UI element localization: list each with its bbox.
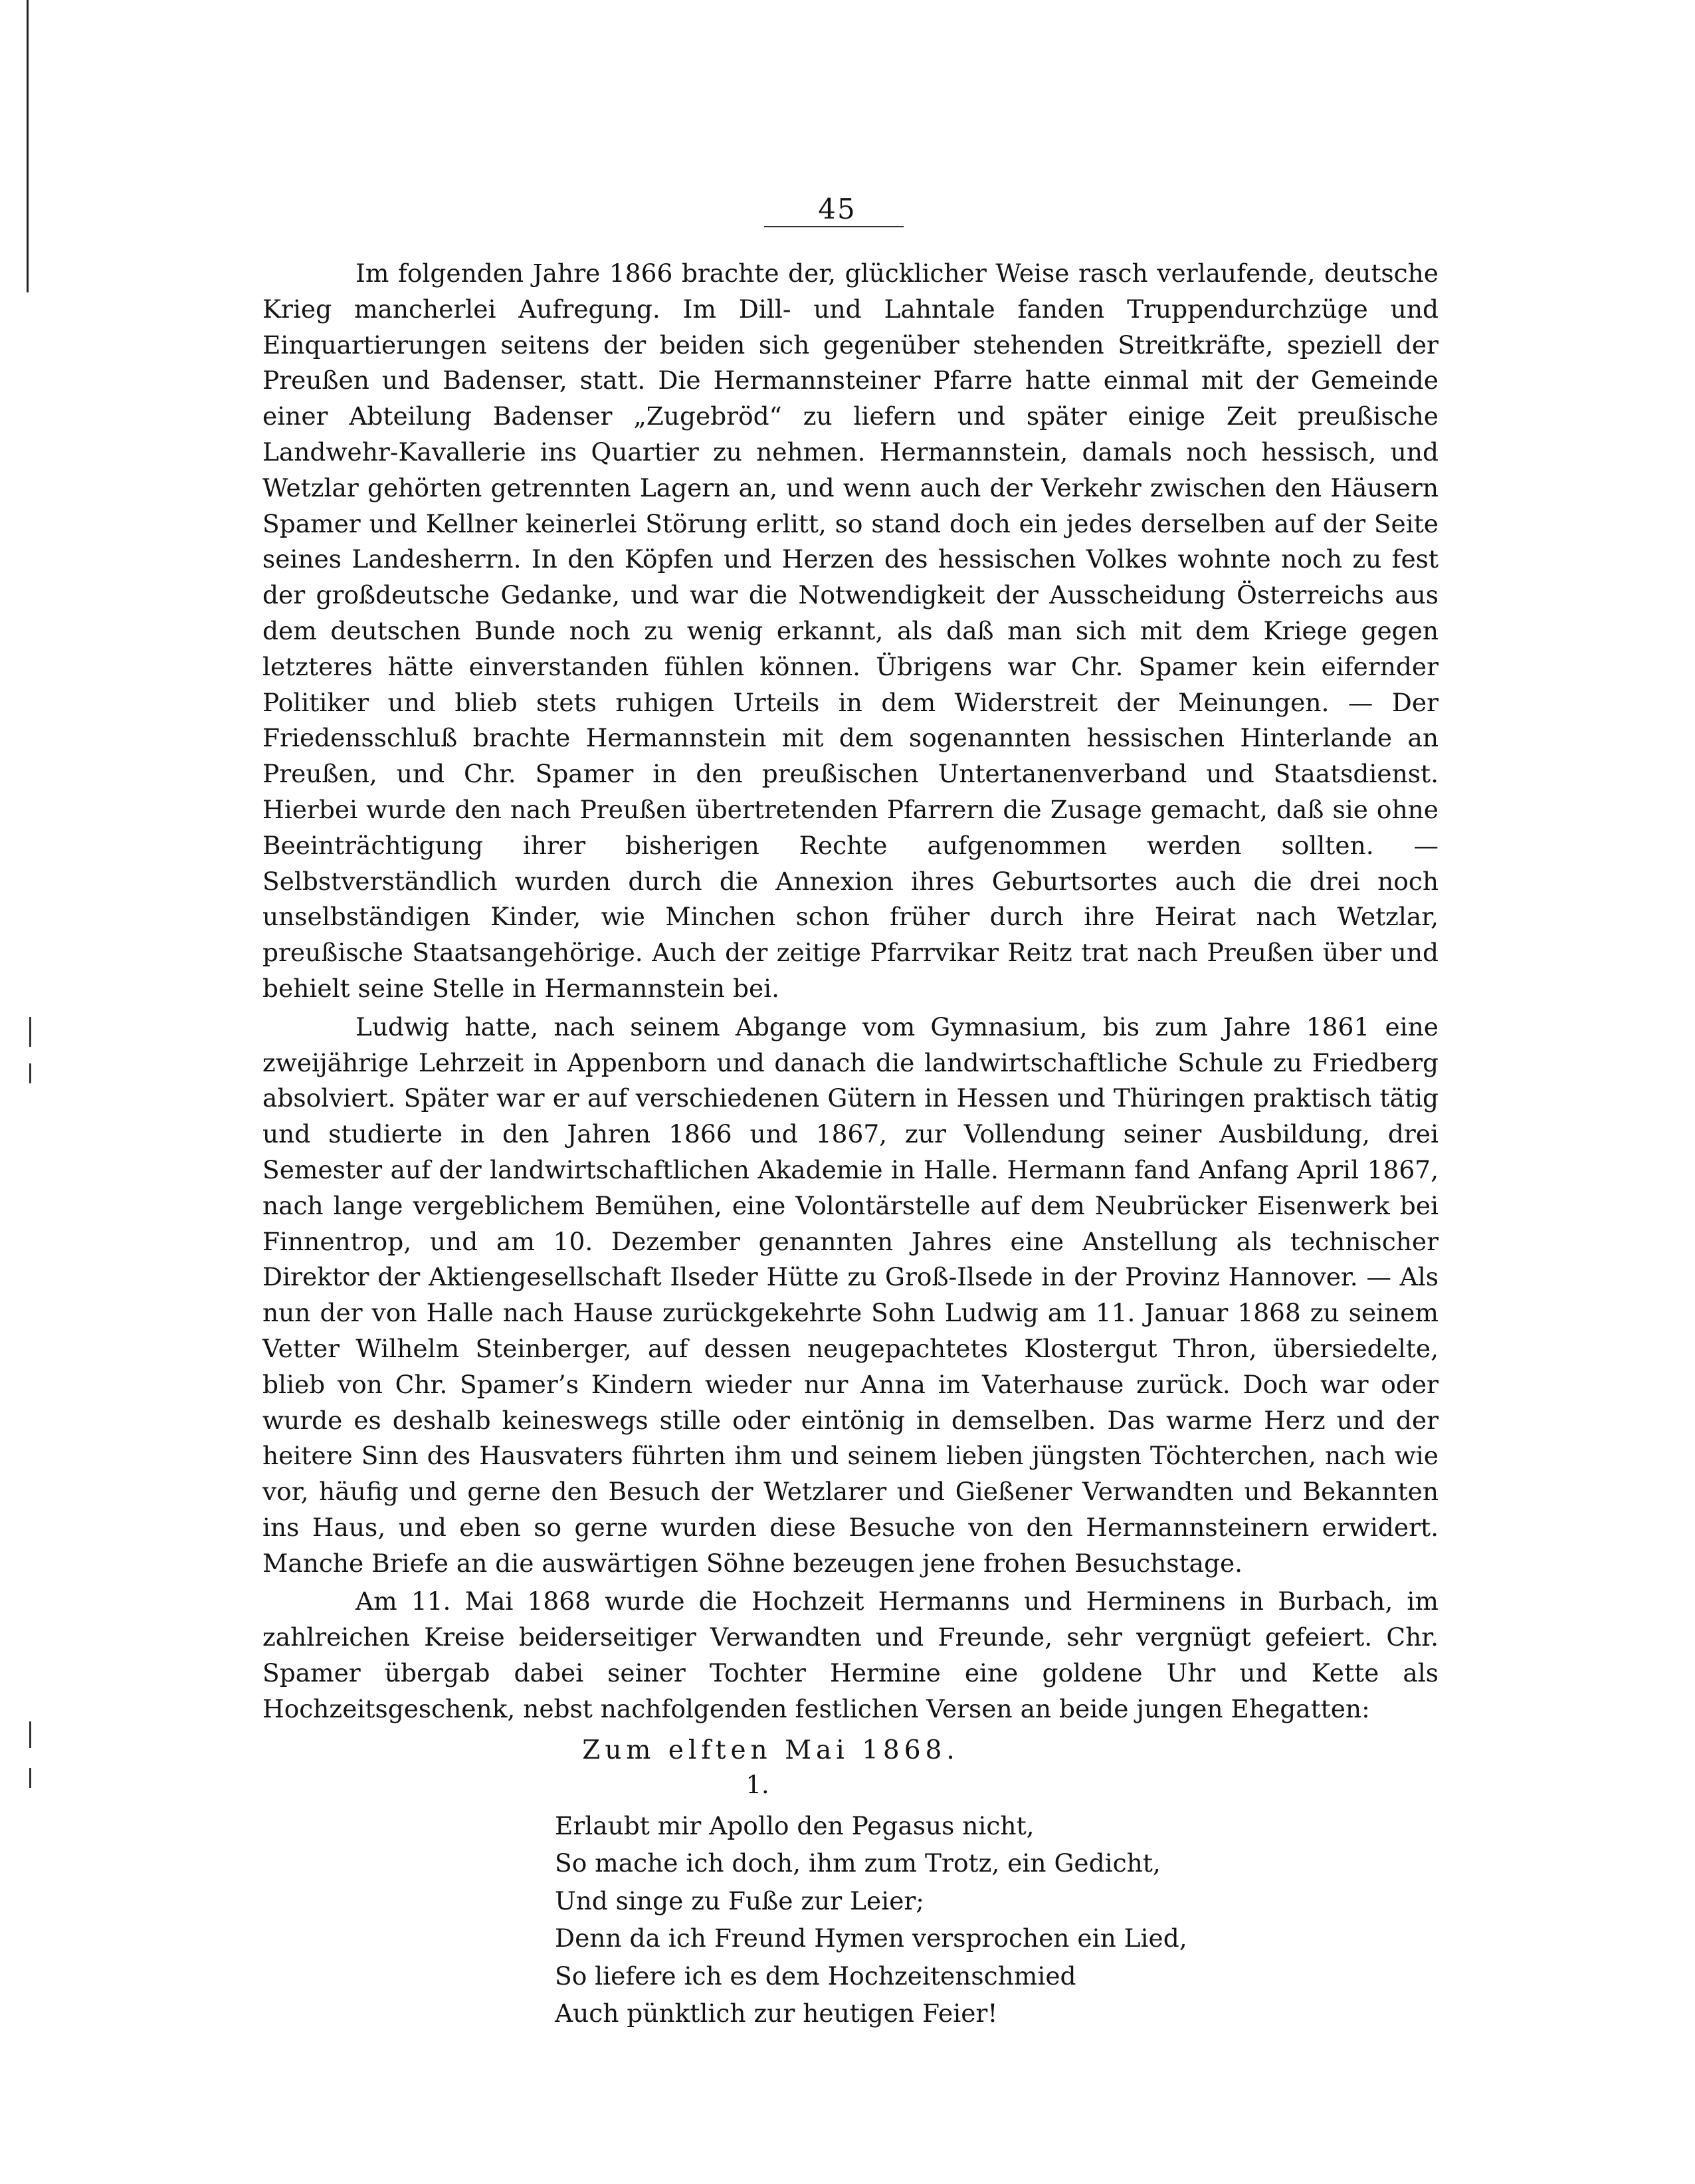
- page-number: 45: [818, 193, 856, 225]
- poem-line: Und singe zu Fuße zur Leier;: [555, 1886, 924, 1915]
- page-number-rule: [764, 226, 904, 227]
- poem-line: So mache ich doch, ihm zum Trotz, ein Gedicht,: [555, 1848, 1161, 1878]
- paragraph: Am 11. Mai 1868 wurde die Hochzeit Hermanns und Herminens in Burbach, im zahlreichen Kreise beiderseitiger Verwandten und Freunde, sehr vergnügt gefeiert. Chr. Spamer übergab dabei seiner Tochter Hermine eine goldene Uhr und Kette als Hochzeitsgeschenk, nebst nachfolgenden festlichen Versen an beide jungen Ehegatten:: [262, 1586, 1439, 1723]
- stanza-number: 1.: [746, 1770, 769, 1799]
- poem-line: So liefere ich es dem Hochzeitenschmied: [555, 1961, 1076, 1991]
- paragraph: Ludwig hatte, nach seinem Abgange vom Gymnasium, bis zum Jahre 1861 eine zweijährige Lehrzeit in Appenborn und danach die landwirtschaftliche Schule zu Friedberg absolviert. Später war er auf verschiedenen Gütern in Hessen und Thüringen praktisch tätig und studierte in den Jahren 1866 und 1867, zur Vollendung seiner Ausbildung, drei Semester auf der landwirtschaftlichen Akademie in Halle. Hermann fand Anfang April 1867, nach lange vergeblichem Bemühen, eine Volontärstelle auf dem Neubrücker Eisenwerk bei Finnentrop, und am 10. Dezember genannten Jahres eine Anstellung als technischer Direktor der Aktiengesellschaft Ilseder Hütte zu Groß-Ilsede in der Provinz Hannover. — Als nun der von Halle nach Hause zurückgekehrte Sohn Ludwig am 11. Januar 1868 zu seinem Vetter Wilhelm Steinberger, auf dessen neugepachtetes Klostergut Thron, übersiedelte, blieb von Chr. Spamer’s Kindern wieder nur Anna im Vaterhause zurück. Doch war oder wurde es deshalb keineswegs stille oder eintönig in demselben. Das warme Herz und der heitere Sinn des Hausvaters führten ihm und seinem lieben jüngsten Töchterchen, nach wie vor, häufig und gerne den Besuch der Wetzlarer und Gießener Verwandten und Bekannten ins Haus, und eben so gerne wurden diese Besuche von den Hermannsteinern erwidert. Manche Briefe an die auswärtigen Söhne bezeugen jene frohen Besuchstage.: [262, 1012, 1439, 1578]
- poem-line: Erlaubt mir Apollo den Pegasus nicht,: [555, 1810, 1035, 1840]
- scan-edge-mark: [29, 1768, 31, 1788]
- poem-title: Zum elften Mai 1868.: [582, 1735, 959, 1765]
- poem-line: Denn da ich Freund Hymen versprochen ein Lied,: [555, 1923, 1187, 1953]
- scan-edge-mark: [29, 1017, 31, 1047]
- scan-edge-mark: [29, 1721, 31, 1748]
- paragraph: Im folgenden Jahre 1866 brachte der, glücklicher Weise rasch verlaufende, deutsche Krieg mancherlei Aufregung. Im Dill- und Lahntale fanden Truppendurchzüge und Einquartierungen seitens der beiden sich gegenüber stehenden Streitkräfte, speziell der Preußen und Badenser, statt. Die Hermannsteiner Pfarre hatte einmal mit der Gemeinde einer Abteilung Badenser „Zugebröd“ zu liefern und später einige Zeit preußische Landwehr-Kavallerie ins Quartier zu nehmen. Hermannstein, damals noch hessisch, und Wetzlar gehörten getrennten Lagern an, und wenn auch der Verkehr zwischen den Häusern Spamer und Kellner keinerlei Störung erlitt, so stand doch ein jedes derselben auf der Seite seines Landesherrn. In den Köpfen und Herzen des hessischen Volkes wohnte noch zu fest der großdeutsche Gedanke, und war die Notwendigkeit der Ausscheidung Österreichs aus dem deutschen Bunde noch zu wenig erkannt, als daß man sich mit dem Kriege gegen letzteres hätte einverstanden fühlen können. Übrigens war Chr. Spamer kein eifernder Politiker und blieb stets ruhigen Urteils in dem Widerstreit der Meinungen. — Der Friedensschluß brachte Hermannstein mit dem sogenannten hessischen Hinterlande an Preußen, und Chr. Spamer in den preußischen Untertanenverband und Staatsdienst. Hierbei wurde den nach Preußen übertretenden Pfarrern die Zusage gemacht, daß sie ohne Beeinträchtigung ihrer bisherigen Rechte aufgenommen werden sollten. — Selbstverständlich wurden durch die Annexion ihres Geburtsortes auch die drei noch unselbständigen Kinder, wie Minchen schon früher durch ihre Heirat nach Wetzlar, preußische Staatsangehörige. Auch der zeitige Pfarrvikar Reitz trat nach Preußen über und behielt seine Stelle in Hermannstein bei.: [262, 259, 1439, 1003]
- poem-stanza: [555, 1807, 1439, 2032]
- poem-line: Auch pünktlich zur heutigen Feier!: [555, 1999, 998, 2028]
- document-body: [262, 256, 1439, 2032]
- scan-edge-mark: [29, 1063, 31, 1083]
- scan-edge-line: [27, 0, 29, 292]
